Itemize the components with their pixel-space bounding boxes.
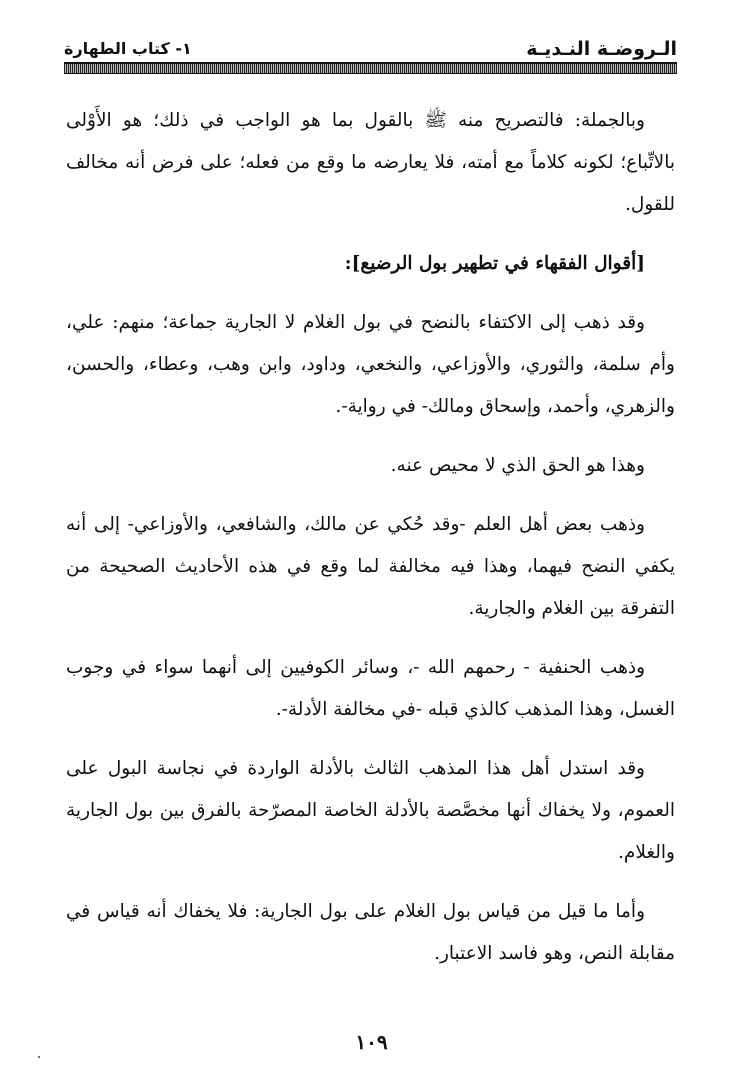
header-rule	[64, 62, 677, 74]
page-number: ١٠٩	[355, 1030, 388, 1054]
paragraph-verdict: وهذا هو الحق الذي لا محيص عنه.	[390, 455, 645, 476]
section-subheading: [أقوال الفقهاء في تطهير بول الرضيع]:	[344, 253, 645, 274]
page-body	[66, 100, 675, 992]
paragraph-first-opinion: وقد ذهب إلى الاكتفاء بالنضح في بول الغلام لا الجارية جماعة؛ منهم: علي، وأم سلمة، والثوري، والأوزاعي، والنخعي، وداود، وابن وهب، وعطاء، والحسن، والزهري، وأحمد، وإسحاق ومالك- في رواية-.	[66, 312, 675, 417]
scan-speck	[38, 1056, 40, 1058]
paragraph-summary: وبالجملة: فالتصريح منه ﷺ بالقول بما هو الواجب في ذلك؛ هو الأَوْلى بالاتِّباع؛ لكونه كلاماً مع أمته، فلا يعارضه ما وقع من فعله؛ على فرض أنه مخالف للقول.	[66, 110, 675, 215]
chapter-title: ١- كتاب الطهارة	[64, 39, 192, 58]
running-header	[64, 34, 677, 60]
paragraph-evidence: وقد استدل أهل هذا المذهب الثالث بالأدلة الواردة في نجاسة البول على العموم، ولا يخفاك أنها مخصَّصة بالأدلة الخاصة المصرّحة بالفرق بين بول الجارية والغلام.	[66, 758, 675, 863]
paragraph-third-opinion: وذهب الحنفية - رحمهم الله -، وسائر الكوفيين إلى أنهما سواء في وجوب الغسل، وهذا المذهب كالذي قبله -في مخالفة الأدلة-.	[66, 657, 675, 720]
paragraph-analogy: وأما ما قيل من قياس بول الغلام على بول الجارية: فلا يخفاك أنه قياس في مقابلة النص، وهو فاسد الاعتبار.	[66, 901, 675, 964]
paragraph-second-opinion: وذهب بعض أهل العلم -وقد حُكي عن مالك، والشافعي، والأوزاعي- إلى أنه يكفي النضح فيهما، وهذا فيه مخالفة لما وقع في هذه الأحاديث الصحيحة من التفرقة بين الغلام والجارية.	[66, 514, 675, 619]
book-title: الـروضـة النـديـة	[526, 38, 677, 60]
